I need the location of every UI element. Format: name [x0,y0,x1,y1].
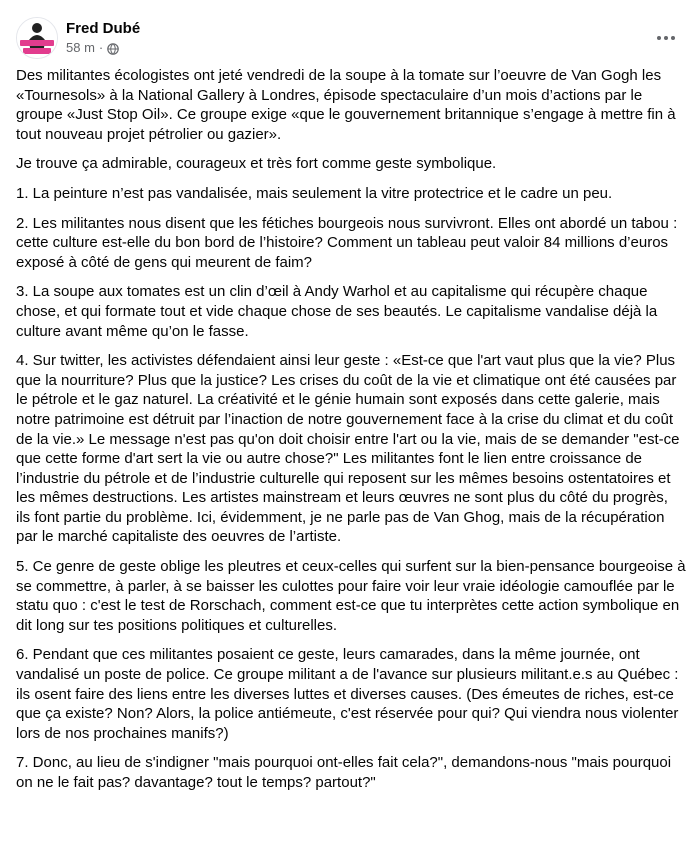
post-paragraph: 6. Pendant que ces militantes posaient ce geste, leurs camarades, dans la même journée, ont vandalisé un poste de police. Ce groupe militant a de l'avance sur plusieurs militant.e.s au Québec : ils osent faire des liens entre les diverses luttes et diverses causes. (Des émeutes de riches, est-ce que ça existe? Non? Alors, la police antiémeute, c'est réservée pour qui? Qui viendra nous violenter lors de nos prochaines manifs?) [16,646,679,742]
post-meta [66,19,140,57]
author-name[interactable]: Fred Dubé [66,20,141,37]
post-paragraph: 3. La soupe aux tomates est un clin d’œil à Andy Warhol et au capitalisme qui récupère chaque chose, et qui formate tout et vide chaque chose de ses beautés. Le capitalisme vandalise déjà la culture avant même qu’on le fasse. [16,283,658,340]
more-horizontal-icon [656,35,676,41]
separator-dot: · [98,40,104,55]
post-header [16,14,684,62]
avatar-logo [17,18,57,58]
post-paragraph: Je trouve ça admirable, courageux et très fort comme geste symbolique. [16,155,497,173]
post-time[interactable]: 58 m [66,40,95,55]
more-options-button[interactable] [648,20,684,56]
post-body [16,66,686,803]
post-paragraph: Des militantes écologistes ont jeté vendredi de la soupe à la tomate sur l’oeuvre de Van Gogh les «Tournesols» à la National Gallery à Londres, épisode spectaculaire d’un mois d’actions par le groupe «Just Stop Oil». Ce groupe exige «que le gouvernement britannique s’engage à mettre fin à tout nouveau projet pétrolier ou gazier». [16,67,676,143]
post-subline [66,39,140,57]
post-paragraph: 5. Ce genre de geste oblige les pleutres et ceux-celles qui surfent sur la bien-pensance bourgeoise à se commettre, à parler, à se baisser les culottes pour faire voir leur vraie idéologie camouflée par le statu quo : c'est le test de Rorschach, comment est-ce que tu interprètes cette action symbolique en dit long sur tes positions politiques et culturelles. [16,558,686,634]
post-paragraph: 4. Sur twitter, les activistes défendaient ainsi leur geste : «Est-ce que l'art vaut plus que la vie? Plus que la nourriture? Plus que la justice? Les crises du coût de la vie et climatique ont été causées par le pétrole et le gaz naturel. La créativité et le génie humain sont exposés dans cette galerie, mais notre patrimoine est détruit par l’inaction de notre gouvernement face à la crise du climat et du coût de la vie.» Le message n'est pas qu'on doit choisir entre l'art ou la vie, mais de se demander "est-ce que cette forme d'art sert la vie ou autre chose?" Les militantes font le lien entre croissance de l’industrie du pétrole et de l’industrie culturelle qui reposent sur les mêmes besoins ostentatoires et les mêmes destructions. Les artistes mainstream et leurs œuvres ne sont plus du côté du progrès, ils font partie du problème. Ici, évidemment, je ne parle pas de Van Ghog, mais de la récupération par le marché capitaliste des oeuvres de l’artiste. [16,352,680,546]
post-paragraph: 7. Donc, au lieu de s'indigner "mais pourquoi ont-elles fait cela?", demandons-nous "mais pourquoi on ne le fait pas? davantage? tout le temps? partout?" [16,754,672,791]
post-paragraph: 1. La peinture n’est pas vandalisée, mais seulement la vitre protectrice et le cadre un peu. [16,184,613,202]
globe-icon [107,42,119,54]
post-paragraph: 2. Les militantes nous disent que les fétiches bourgeois nous survivront. Elles ont abordé un tabou : cette culture est-elle du bon bord de l’histoire? Comment un tableau peut valoir 84 millions d’euros exposé à côté de gens qui meurent de faim? [16,214,678,271]
avatar[interactable] [16,17,58,59]
